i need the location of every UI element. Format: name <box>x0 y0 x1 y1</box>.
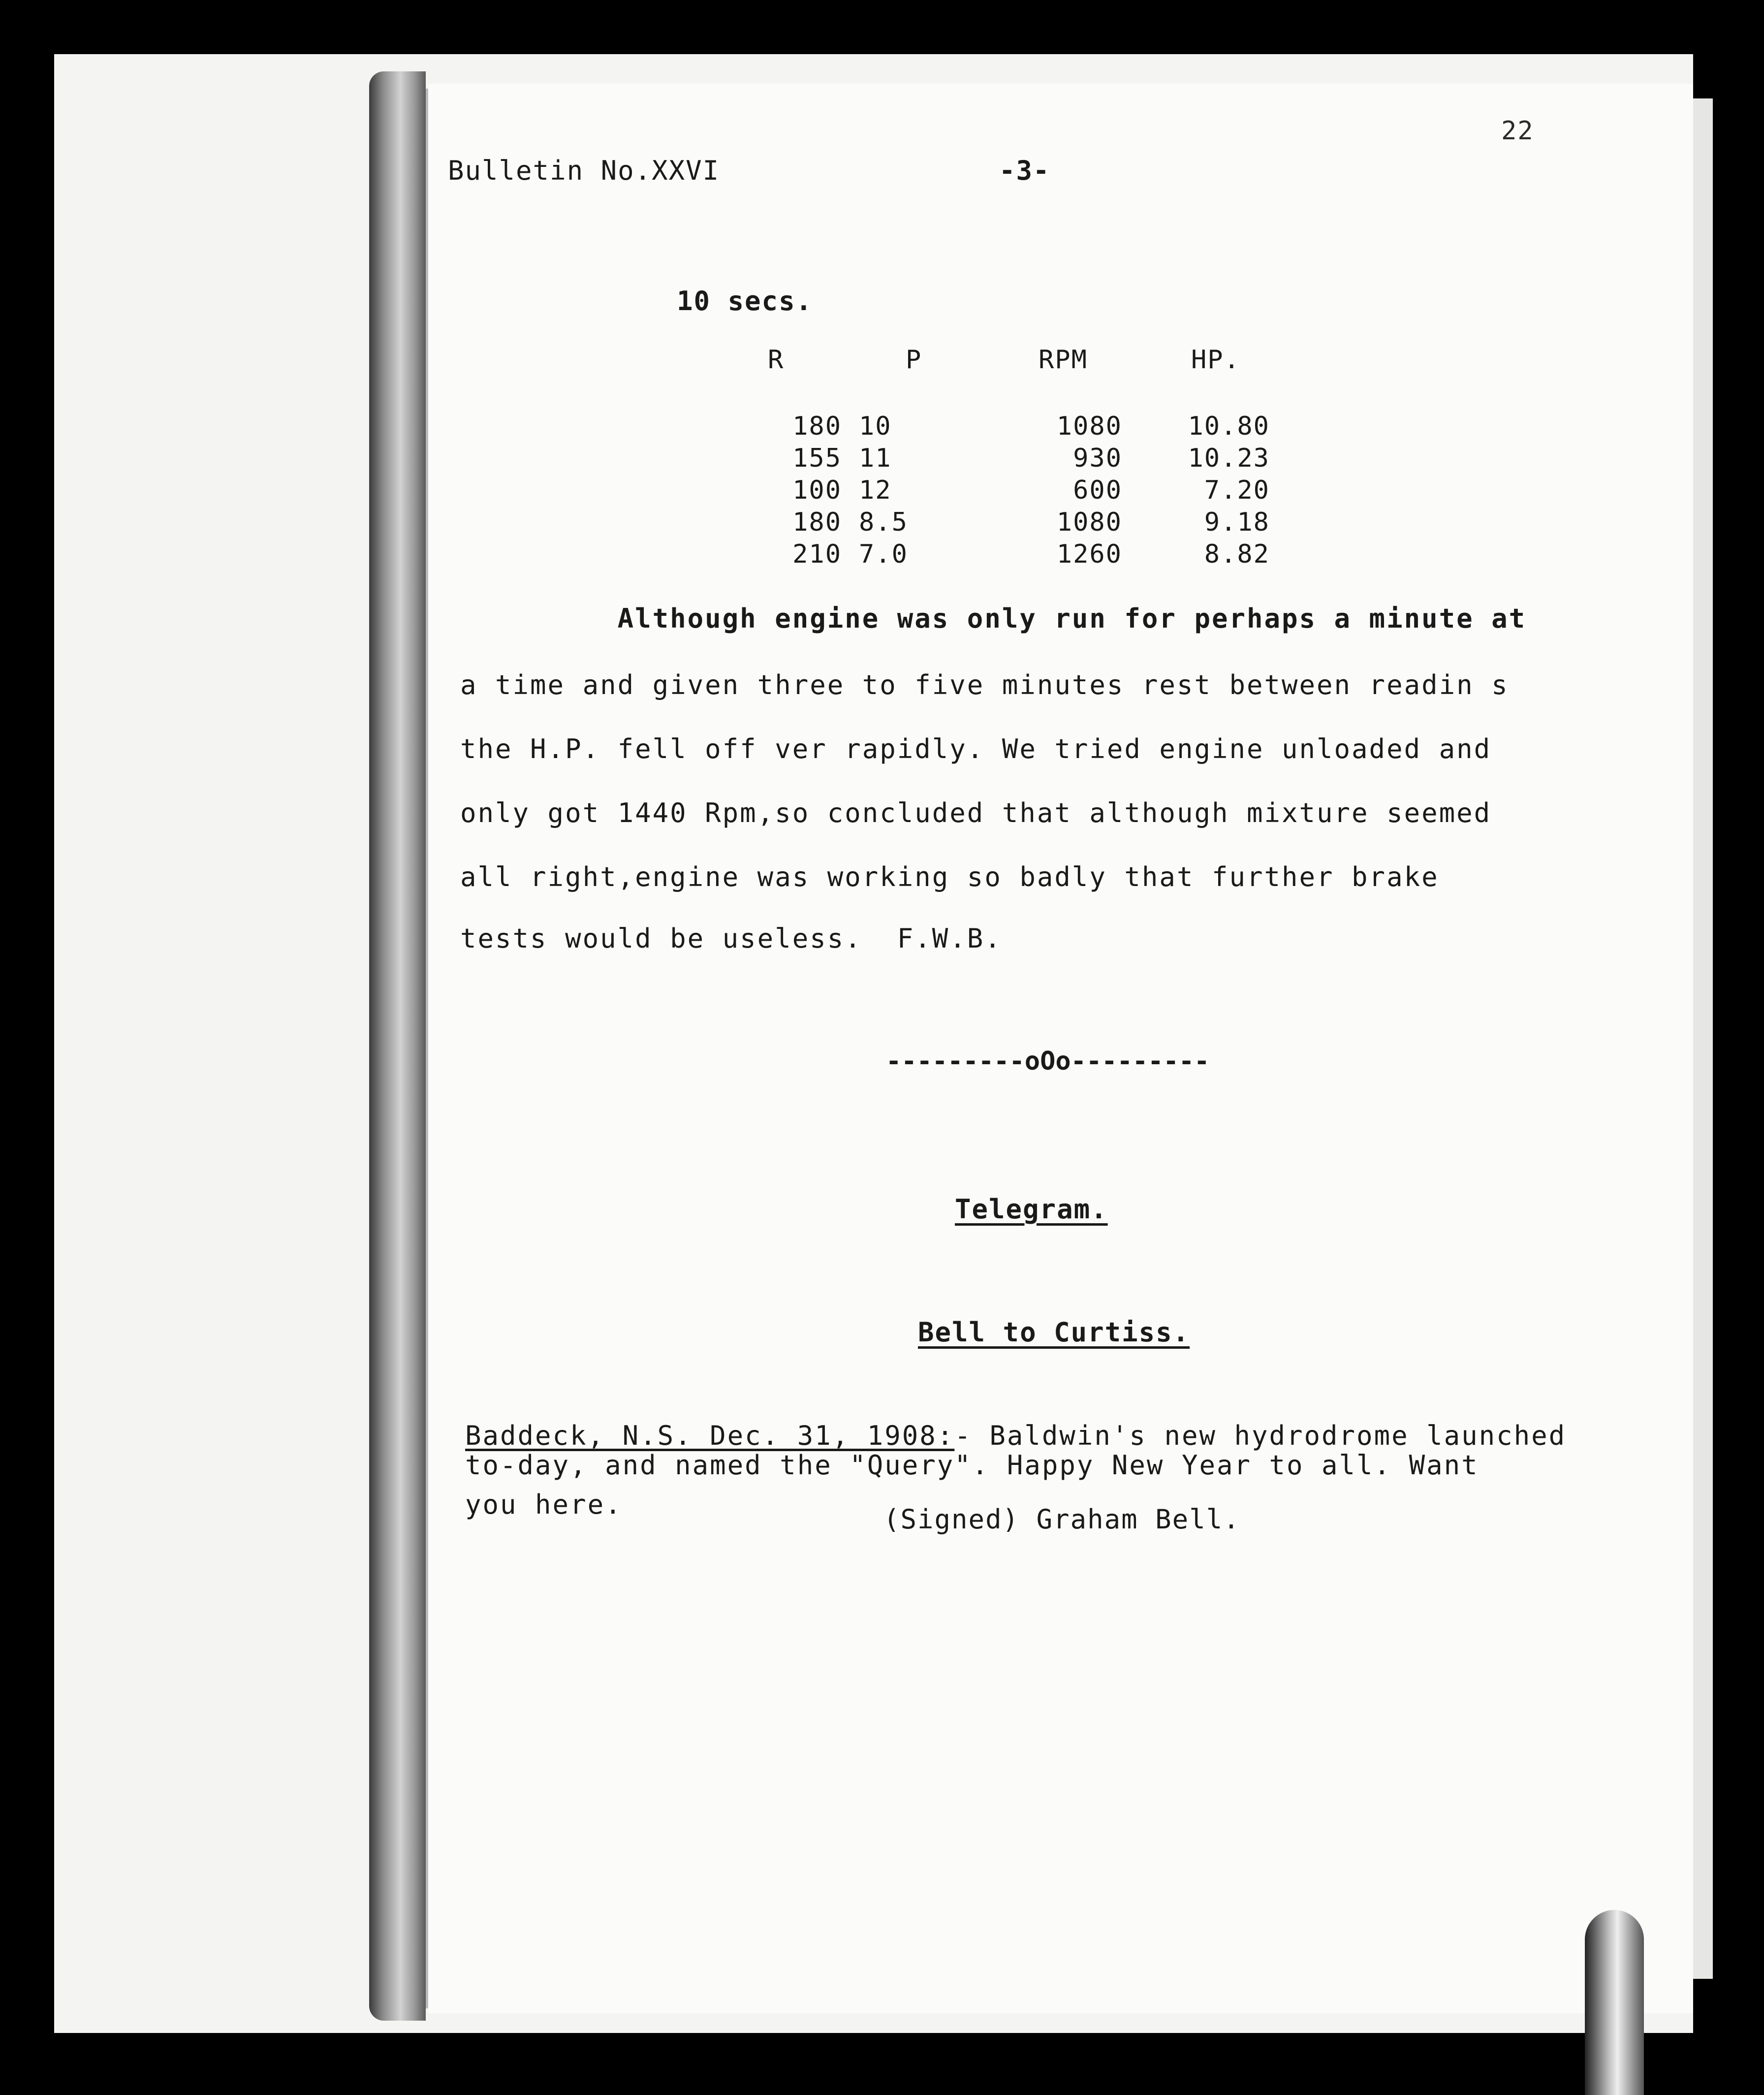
telegram-line-1-rest: - Baldwin's new hydrodrome launched <box>954 1420 1567 1451</box>
bulletin-title: Bulletin No.XXVI <box>448 155 720 186</box>
table-cell: 1080 <box>1056 412 1122 441</box>
table-cell: 600 <box>1073 476 1122 505</box>
table-cell: 8.82 <box>1204 540 1270 569</box>
table-cell: 8.5 <box>859 508 908 537</box>
table-cell: 7.0 <box>859 540 908 569</box>
paragraph-line: all right,engine was working so badly that further brake <box>460 861 1439 892</box>
table-cell: 1260 <box>1056 540 1122 569</box>
paragraph-line: only got 1440 Rpm,so concluded that although mixture seemed <box>460 797 1492 828</box>
telegram-line-2: to-day, and named the "Query". Happy New Year to all. Want <box>465 1450 1479 1481</box>
table-cell: 9.18 <box>1204 508 1270 537</box>
back-page-edge <box>1693 98 1713 1979</box>
table-cell: 12 <box>859 476 892 505</box>
telegram-subheading: Bell to Curtiss. <box>918 1317 1190 1348</box>
table-cell: 11 <box>859 444 892 473</box>
table-cell: 210 <box>792 540 842 569</box>
table-cell: 10.80 <box>1188 412 1270 441</box>
pen-tip <box>1585 1910 1644 2095</box>
test-duration: 10 secs. <box>677 286 813 317</box>
paragraph-line: the H.P. fell off ver rapidly. We tried engine unloaded and <box>460 733 1492 764</box>
table-cell: 1080 <box>1056 508 1122 537</box>
page-number: 22 <box>1501 116 1534 146</box>
table-cell: 10.23 <box>1188 444 1270 473</box>
table-cell: 180 <box>792 508 842 537</box>
section-separator: ---------oOo--------- <box>886 1047 1210 1076</box>
table-cell: 7.20 <box>1204 476 1270 505</box>
page-label: -3- <box>999 155 1050 186</box>
telegram-line-3: you here. <box>465 1489 623 1520</box>
paragraph-line: Although engine was only run for perhaps a minute at <box>460 603 1527 634</box>
column-header-p: P <box>906 345 922 375</box>
column-header-r: R <box>768 345 785 375</box>
paragraph-line: a time and given three to five minutes rest between readin s <box>460 669 1509 700</box>
telegram-heading: Telegram. <box>955 1194 1108 1225</box>
table-cell: 180 <box>792 412 842 441</box>
column-header-hp: HP. <box>1191 345 1240 375</box>
table-cell: 930 <box>1073 444 1122 473</box>
table-cell: 10 <box>859 412 892 441</box>
column-header-rpm: RPM <box>1039 345 1088 375</box>
telegram-signature: (Signed) Graham Bell. <box>883 1504 1240 1535</box>
table-cell: 100 <box>792 476 842 505</box>
paragraph-line: tests would be useless. F.W.B. <box>460 923 1002 954</box>
telegram-place-date: Baddeck, N.S. Dec. 31, 1908: <box>465 1420 955 1451</box>
binding-strip <box>369 71 426 2021</box>
telegram-line-1 <box>465 1420 1567 1451</box>
table-cell: 155 <box>792 444 842 473</box>
